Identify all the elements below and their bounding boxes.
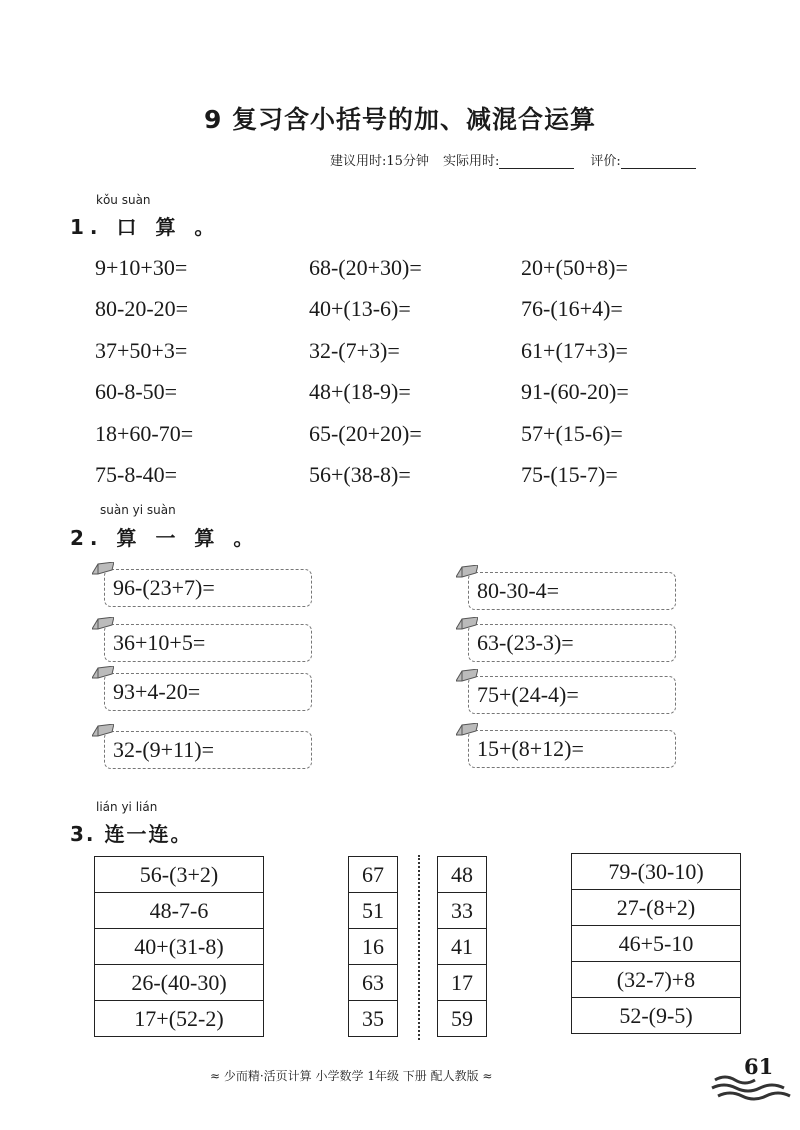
- pencil-icon: [92, 617, 114, 631]
- calc-box[interactable]: [104, 673, 312, 711]
- calc-expr: 75+(24-4)=: [477, 682, 579, 707]
- oral-item: 76-(16+4)=: [521, 296, 623, 322]
- oral-item: 60-8-50=: [95, 379, 178, 405]
- oral-item: 57+(15-6)=: [521, 420, 623, 446]
- oral-item: 20+(50+8)=: [521, 254, 628, 280]
- oral-item: 18+60-70=: [95, 420, 194, 446]
- oral-row: [95, 372, 735, 414]
- oral-item: 75-8-40=: [95, 462, 178, 488]
- pencil-icon: [456, 669, 478, 683]
- calc-expr: 96-(23+7)=: [113, 575, 215, 600]
- calc-box[interactable]: [468, 676, 676, 714]
- oral-item: 65-(20+20)=: [308, 420, 422, 446]
- pencil-icon: [456, 617, 478, 631]
- match-expr[interactable]: 26-(40-30): [95, 965, 264, 1001]
- suggested-time: 建议用时:15分钟: [330, 154, 429, 169]
- match-expr[interactable]: 27-(8+2): [572, 890, 741, 926]
- answer-col-b: [437, 856, 487, 1037]
- oral-calc-grid: [95, 247, 735, 496]
- match-expr[interactable]: 79-(30-10): [572, 854, 741, 890]
- match-expr[interactable]: 40+(31-8): [95, 929, 264, 965]
- match-number[interactable]: 67: [349, 857, 398, 893]
- left-expr-table: [94, 856, 264, 1037]
- time-row: [330, 150, 696, 169]
- pencil-icon: [92, 562, 114, 576]
- match-expr[interactable]: (32-7)+8: [572, 962, 741, 998]
- calc-expr: 36+10+5=: [113, 630, 206, 655]
- oral-item: 91-(60-20)=: [521, 379, 629, 405]
- match-expr[interactable]: 48-7-6: [95, 893, 264, 929]
- oral-item: 80-20-20=: [95, 296, 189, 322]
- calc-box[interactable]: [468, 624, 676, 662]
- actual-time-label: 实际用时:: [442, 154, 500, 169]
- match-number[interactable]: 17: [438, 965, 487, 1001]
- section2-pinyin: suàn yi suàn: [100, 503, 176, 517]
- actual-time-blank[interactable]: [499, 154, 574, 169]
- calc-expr: 80-30-4=: [477, 578, 560, 603]
- match-expr[interactable]: 17+(52-2): [95, 1001, 264, 1037]
- pencil-icon: [92, 724, 114, 738]
- section1-pinyin: kǒu suàn: [96, 193, 151, 207]
- section2-title: 2. 算 一 算 。: [70, 526, 260, 550]
- pencil-icon: [92, 666, 114, 680]
- evaluation-label: 评价:: [590, 154, 621, 169]
- calc-box[interactable]: [104, 731, 312, 769]
- calc-expr: 32-(9+11)=: [113, 737, 214, 762]
- oral-item: 32-(7+3)=: [308, 337, 400, 363]
- oral-item: 68-(20+30)=: [308, 254, 422, 280]
- oral-item: 9+10+30=: [95, 254, 188, 280]
- calc-box[interactable]: [104, 569, 312, 607]
- match-number[interactable]: 16: [349, 929, 398, 965]
- calc-box[interactable]: [468, 572, 676, 610]
- oral-item: 56+(38-8)=: [308, 462, 411, 488]
- match-expr[interactable]: 56-(3+2): [95, 857, 264, 893]
- calc-expr: 15+(8+12)=: [477, 736, 584, 761]
- oral-item: 40+(13-6)=: [308, 296, 411, 322]
- oral-row: [95, 247, 735, 289]
- match-number[interactable]: 63: [349, 965, 398, 1001]
- pencil-icon: [456, 723, 478, 737]
- calc-box[interactable]: [468, 730, 676, 768]
- match-number[interactable]: 41: [438, 929, 487, 965]
- match-number[interactable]: 35: [349, 1001, 398, 1037]
- match-number[interactable]: 33: [438, 893, 487, 929]
- lesson-title: 9 复习含小括号的加、减混合运算: [203, 105, 597, 134]
- oral-item: 37+50+3=: [95, 337, 188, 363]
- section3-title: 3. 连一连。: [70, 822, 193, 846]
- evaluation-blank[interactable]: [621, 154, 696, 169]
- match-number[interactable]: 48: [438, 857, 487, 893]
- oral-row: [95, 289, 735, 331]
- pencil-icon: [456, 565, 478, 579]
- oral-row: [95, 413, 735, 455]
- calc-expr: 63-(23-3)=: [477, 630, 574, 655]
- match-expr[interactable]: 46+5-10: [572, 926, 741, 962]
- oral-row: [95, 330, 735, 372]
- match-number[interactable]: 59: [438, 1001, 487, 1037]
- match-number[interactable]: 51: [349, 893, 398, 929]
- oral-row: [95, 455, 735, 497]
- oral-item: 61+(17+3)=: [521, 337, 628, 363]
- section3-pinyin: lián yi lián: [96, 800, 158, 814]
- section1-title: 1. 口 算 。: [70, 215, 221, 239]
- page-number: 61: [744, 1054, 774, 1079]
- footer-text: ≈ 少而精·活页计算 小学数学 1年级 下册 配人教版 ≈: [210, 1069, 493, 1083]
- oral-item: 75-(15-7)=: [521, 462, 618, 488]
- calc-box[interactable]: [104, 624, 312, 662]
- divider-line: [418, 855, 420, 1040]
- answer-col-a: [348, 856, 398, 1037]
- right-expr-table: [571, 853, 741, 1034]
- match-expr[interactable]: 52-(9-5): [572, 998, 741, 1034]
- oral-item: 48+(18-9)=: [308, 379, 411, 405]
- calc-expr: 93+4-20=: [113, 679, 201, 704]
